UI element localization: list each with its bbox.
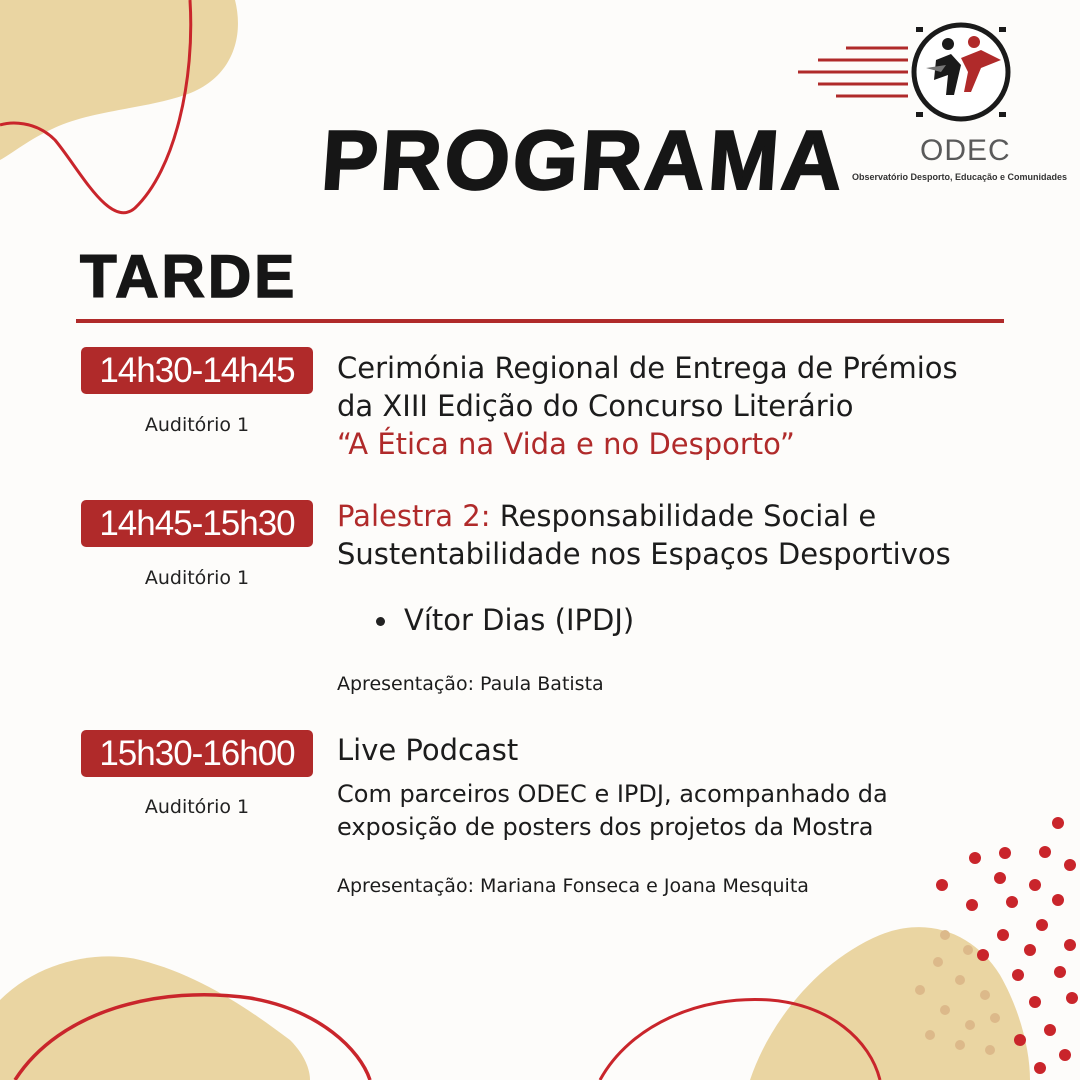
session-1-line-3: “A Ética na Vida e no Desporto” <box>337 427 795 461</box>
beige-blob-bottom-left <box>0 956 310 1080</box>
session-3-presenter: Apresentação: Mariana Fonseca e Joana Mesquita <box>337 875 809 897</box>
bullet-icon <box>376 617 385 626</box>
time-badge-3: 15h30-16h00 <box>81 730 313 777</box>
session-2-presenter: Apresentação: Paula Batista <box>337 673 604 695</box>
session-1-line-1: Cerimónia Regional de Entrega de Prémios <box>337 351 958 385</box>
section-divider <box>76 319 1004 323</box>
section-title: TARDE <box>80 243 298 310</box>
time-badge-1: 14h30-14h45 <box>81 347 313 394</box>
session-2-line-1: Responsabilidade Social e <box>499 499 877 533</box>
room-label-3: Auditório 1 <box>144 796 250 818</box>
logo-ring <box>914 25 1008 119</box>
speed-lines-icon <box>798 48 908 96</box>
time-badge-2: 14h45-15h30 <box>81 500 313 547</box>
room-label-1: Auditório 1 <box>144 414 250 436</box>
session-2-line-2: Sustentabilidade nos Espaços Desportivos <box>337 537 951 571</box>
session-2-title <box>337 498 876 535</box>
session-3-heading: Live Podcast <box>337 733 519 767</box>
logo-name: ODEC <box>920 134 1011 167</box>
session-3-line-1: Com parceiros ODEC e IPDJ, acompanhado da <box>337 780 888 808</box>
logo-subtitle: Observatório Desporto, Educação e Comunidades <box>852 172 1068 182</box>
beige-blob-top-left <box>0 0 238 160</box>
room-label-2: Auditório 1 <box>144 567 250 589</box>
session-2-speaker: Vítor Dias (IPDJ) <box>404 603 635 637</box>
page-title: PROGRAMA <box>318 113 849 207</box>
session-2-label: Palestra 2: <box>337 499 491 533</box>
session-1-line-2: da XIII Edição do Concurso Literário <box>337 389 854 423</box>
session-3-line-2: exposição de posters dos projetos da Mostra <box>337 813 874 841</box>
